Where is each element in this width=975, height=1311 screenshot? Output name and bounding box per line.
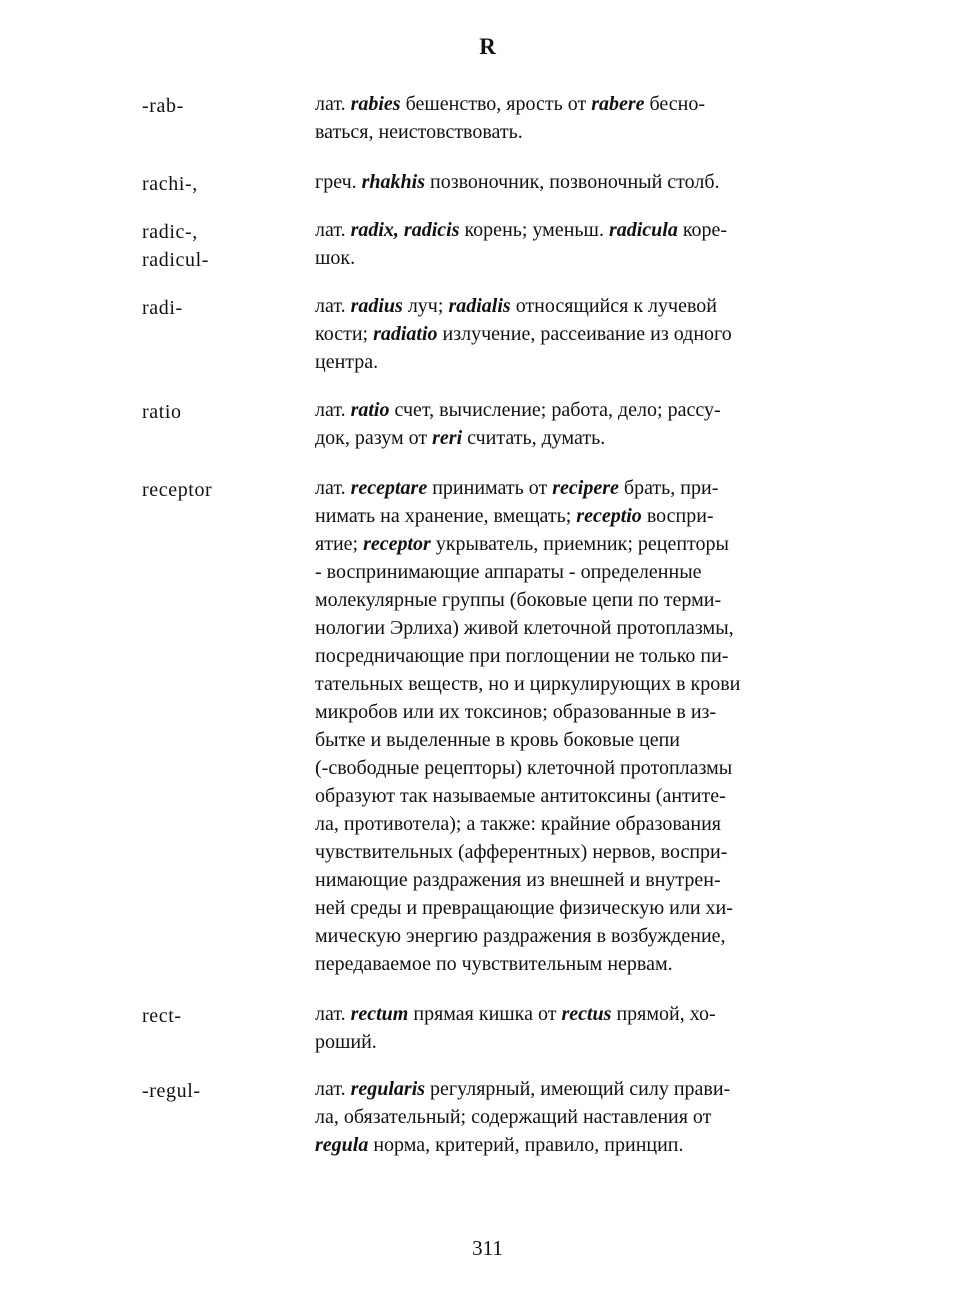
definition-text: тательных веществ, но и циркулирующих в крови xyxy=(315,673,741,695)
latin-term: rhakhis xyxy=(361,171,426,193)
latin-term: rabies xyxy=(350,93,401,115)
entry-term: receptor xyxy=(142,479,213,501)
definition-text: лат. xyxy=(315,477,351,499)
definition-text: лат. xyxy=(315,1078,351,1100)
definition-text: кости; xyxy=(315,323,374,345)
entry-term: -rab- xyxy=(142,95,184,117)
entry-term: radic-, radicul- xyxy=(142,221,209,271)
entry-definition xyxy=(315,90,837,146)
definition-text: лат. xyxy=(315,399,351,421)
entry-definition xyxy=(315,168,837,196)
entry-definition xyxy=(315,1075,837,1159)
definition-text: док, разум от xyxy=(315,427,433,449)
definition-text: счет, вычисление; работа, дело; рассу- xyxy=(389,399,721,421)
entry-term: rachi-, xyxy=(142,173,198,195)
definition-text: принимать от xyxy=(427,477,553,499)
dictionary-entry xyxy=(142,292,837,376)
definition-text: норма, критерий, правило, принцип. xyxy=(368,1134,684,1156)
latin-term: rabere xyxy=(591,93,645,115)
section-letter-heading: R xyxy=(479,34,496,59)
latin-term: receptio xyxy=(576,505,642,527)
entry-term: radi- xyxy=(142,297,183,319)
definition-text: - воспринимающие аппараты - определенные xyxy=(315,561,702,583)
definition-text: воспри- xyxy=(641,505,714,527)
entry-definition xyxy=(315,216,837,272)
definition-text: ятие; xyxy=(315,533,364,555)
definition-text: греч. xyxy=(315,171,362,193)
definition-text: посредничающие при поглощении не только пи- xyxy=(315,645,729,667)
dictionary-entry xyxy=(142,396,837,452)
entry-definition xyxy=(315,474,837,978)
latin-term: regula xyxy=(315,1134,369,1156)
latin-term: receptare xyxy=(350,477,428,499)
latin-term: regularis xyxy=(350,1078,426,1100)
definition-text: ла, противотела); а также: крайние образования xyxy=(315,813,721,835)
definition-text: относящийся к лучевой xyxy=(510,295,717,317)
definition-text: коре- xyxy=(677,219,728,241)
definition-text: лат. xyxy=(315,295,351,317)
definition-text: молекулярные группы (боковые цепи по терми- xyxy=(315,589,722,611)
definition-text: бешенство, ярость от xyxy=(400,93,592,115)
latin-term: radialis xyxy=(448,295,511,317)
definition-text: позвоночник, позвоночный столб. xyxy=(425,171,720,193)
definition-text: нологии Эрлиха) живой клеточной протоплазмы, xyxy=(315,617,734,639)
definition-text: укрыватель, приемник; рецепторы xyxy=(430,533,729,555)
latin-term: recipere xyxy=(552,477,619,499)
entry-term: -regul- xyxy=(142,1080,201,1102)
definition-text: роший. xyxy=(315,1031,377,1053)
dictionary-entry xyxy=(142,90,837,146)
definition-text: мическую энергию раздражения в возбуждение, xyxy=(315,925,726,947)
definition-text: корень; уменьш. xyxy=(459,219,609,241)
definition-text: ней среды и превращающие физическую или хи- xyxy=(315,897,733,919)
dictionary-entry xyxy=(142,216,837,272)
definition-text: бесно- xyxy=(644,93,706,115)
definition-text: (-свободные рецепторы) клеточной протоплазмы xyxy=(315,757,733,779)
definition-text: регулярный, имеющий силу прави- xyxy=(425,1078,731,1100)
page-number: 311 xyxy=(472,1236,503,1260)
latin-term: radicula xyxy=(608,219,678,241)
dictionary-entry xyxy=(142,168,837,196)
latin-term: rectum xyxy=(350,1003,409,1025)
latin-term: radiatio xyxy=(373,323,438,345)
definition-text: передаваемое по чувствительным нервам. xyxy=(315,953,673,975)
definition-text: лат. xyxy=(315,219,351,241)
latin-term: receptor xyxy=(363,533,431,555)
latin-term: reri xyxy=(432,427,463,449)
definition-text: прямой, хо- xyxy=(611,1003,716,1025)
definition-text: шок. xyxy=(315,247,356,269)
dictionary-entry xyxy=(142,1000,837,1056)
definition-text: ла, обязательный; содержащий наставления от xyxy=(315,1106,712,1128)
dictionary-entry xyxy=(142,1075,837,1159)
definition-text: считать, думать. xyxy=(462,427,606,449)
dictionary-entry xyxy=(142,474,837,978)
definition-text: лат. xyxy=(315,1003,351,1025)
entry-definition xyxy=(315,292,837,376)
entry-definition xyxy=(315,396,837,452)
definition-text: излучение, рассеивание из одного xyxy=(437,323,732,345)
definition-text: центра. xyxy=(315,351,379,373)
definition-text: лат. xyxy=(315,93,351,115)
definition-text: ваться, неистовствовать. xyxy=(315,121,523,143)
latin-term: ratio xyxy=(350,399,390,421)
entry-definition xyxy=(315,1000,837,1056)
entry-term: ratio xyxy=(142,401,182,423)
definition-text: прямая кишка от xyxy=(408,1003,562,1025)
definition-text: чувствительных (афферентных) нервов, воспри- xyxy=(315,841,728,863)
entry-term: rect- xyxy=(142,1005,182,1027)
definition-text: образуют так называемые антитоксины (антите- xyxy=(315,785,726,807)
definition-text: нимающие раздражения из внешней и внутрен- xyxy=(315,869,721,891)
latin-term: radix, radicis xyxy=(350,219,460,241)
latin-term: rectus xyxy=(561,1003,612,1025)
definition-text: микробов или их токсинов; образованные в из- xyxy=(315,701,717,723)
latin-term: radius xyxy=(350,295,403,317)
definition-text: нимать на хранение, вмещать; xyxy=(315,505,577,527)
definition-text: брать, при- xyxy=(618,477,719,499)
definition-text: луч; xyxy=(402,295,449,317)
definition-text: бытке и выделенные в кровь боковые цепи xyxy=(315,729,681,751)
